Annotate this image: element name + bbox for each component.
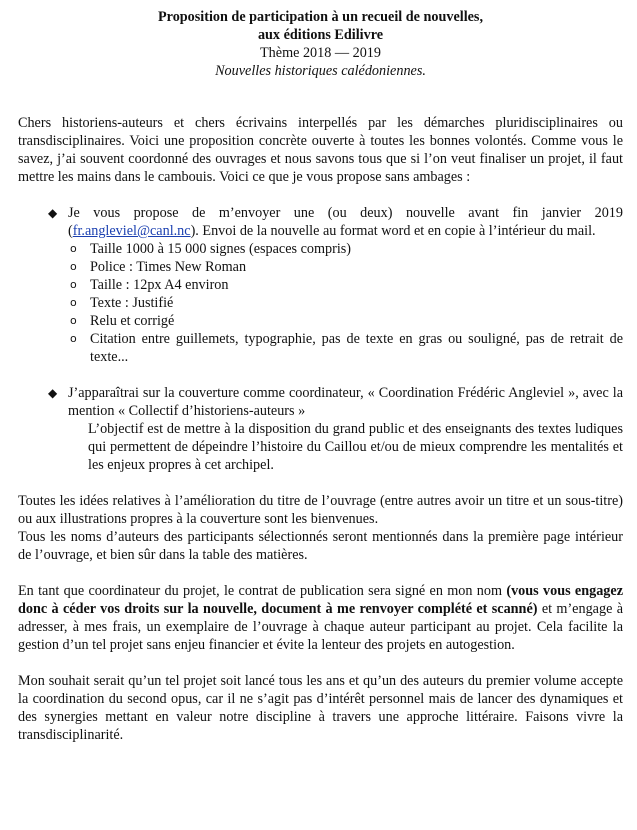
diamond-bullet-icon: ◆ xyxy=(48,206,58,220)
list-item: o Texte : Justifié xyxy=(70,295,174,311)
submission-text-start: Je vous propose de m’envoyer une (ou deux) nouvelle avant fin janvier 2019 ( xyxy=(68,205,623,239)
names-paragraph: Tous les noms d’auteurs des participants sélectionnés seront mentionnés dans la première page intérieur de l’ouvrage, et bien sûr dans la table des matières. xyxy=(18,529,623,563)
circle-bullet-icon: o xyxy=(70,278,77,291)
list-item: o Police : Times New Roman xyxy=(70,259,247,275)
circle-bullet-icon: o xyxy=(70,242,77,255)
list-item: o Citation entre guillemets, typographie, pas de texte en gras ou souligné, pas de retrait de texte... xyxy=(70,331,623,365)
circle-bullet-icon: o xyxy=(70,296,77,309)
wish-paragraph: Mon souhait serait qu’un tel projet soit lancé tous les ans et qu’un des auteurs du premier volume accepte la coordination du second opus, car il ne s’agit pas d’intérêt personnel mais de lancer des dynamiques et des synergies mettant en valeur notre discipline à travers une approche littéraire. Faisons vivre la transdisciplinarité. xyxy=(18,673,623,743)
bullet-submission xyxy=(18,204,623,240)
theme-line: Thème 2018 — 2019 xyxy=(260,45,381,61)
subtitle-line: Nouvelles historiques calédoniennes. xyxy=(215,63,426,79)
list-item: o Taille : 12px A4 environ xyxy=(70,277,229,293)
circle-bullet-icon: o xyxy=(70,332,77,345)
list-item: o Relu et corrigé xyxy=(70,313,175,329)
intro-paragraph: Chers historiens-auteurs et chers écrivains interpellés par les démarches pluridisciplinaires ou transdisciplinaires. Voici une proposition concrète ouverte à toutes les bonnes volontés. Comme vous le savez, j’ai souvent coordonné des ouvrages et nous savons tous que si l’on veut finaliser un projet, il faut mettre les mains dans le cambouis. Voici ce que je vous propose sans ambages : xyxy=(18,115,623,185)
format-requirements-list xyxy=(18,240,623,366)
title-line-1: Proposition de participation à un recueil de nouvelles, xyxy=(157,9,484,25)
circle-bullet-icon: o xyxy=(70,314,77,327)
objective-paragraph: L’objectif est de mettre à la disposition du grand public et des enseignants des textes ludiques qui permettent de dépeindre l’histoire du Caillou et/ou de mieux comprendre les mentalités et les enjeux propres à cet archipel. xyxy=(88,421,623,473)
ideas-paragraph: Toutes les idées relatives à l’amélioration du titre de l’ouvrage (entre autres avoir un titre et un sous-titre) ou aux illustrations propres à la couverture sont les bienvenues. xyxy=(18,493,623,527)
diamond-bullet-icon: ◆ xyxy=(48,386,58,400)
document-header xyxy=(18,8,623,80)
circle-bullet-icon: o xyxy=(70,260,77,273)
cover-text: J’apparaîtrai sur la couverture comme coordinateur, « Coordination Frédéric Angleviel », avec la mention « Collectif d’historiens-auteurs » xyxy=(68,385,623,419)
bullet-cover xyxy=(18,384,623,420)
list-item: o Taille 1000 à 15 000 signes (espaces compris) xyxy=(70,241,352,257)
contract-paragraph: En tant que coordinateur du projet, le contrat de publication sera signé en mon nom (vous vous engagez donc à céder vos droits sur la nouvelle, document à me renvoyer complété et scanné) et m’engage à adresser, à mes frais, un exemplaire de l’ouvrage à chaque auteur participant au projet. Cela facilite la gestion d’un tel projet sans enjeu financier et évite la lenteur des projets en autogestion. xyxy=(18,583,624,653)
submission-text-end: ). Envoi de la nouvelle au format word et en copie à l’intérieur du mail. xyxy=(190,223,596,239)
email-link[interactable]: fr.angleviel@canl.nc xyxy=(72,223,191,239)
rights-notice: (vous vous engagez donc à céder vos droits sur la nouvelle, document à me renvoyer complété et scanné) xyxy=(18,583,623,617)
title-line-2: aux éditions Edilivre xyxy=(257,27,384,43)
